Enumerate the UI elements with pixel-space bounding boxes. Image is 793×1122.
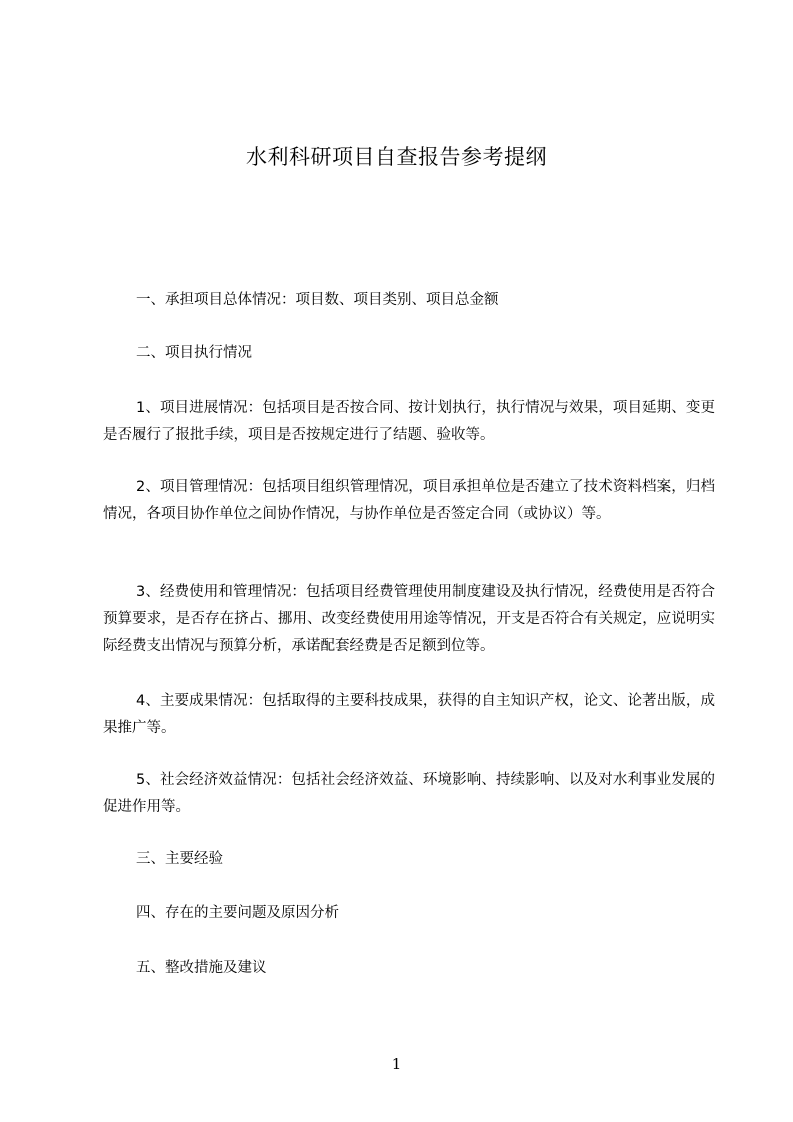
paragraph-progress: 1、项目进展情况：包括项目是否按合同、按计划执行，执行情况与效果，项目延期、变更是否履行了报批手续，项目是否按规定进行了结题、验收等。 xyxy=(103,400,715,443)
section-heading-overview: 一、承担项目总体情况：项目数、项目类别、项目总金额 xyxy=(136,292,499,308)
section-heading-experience: 三、主要经验 xyxy=(136,851,223,867)
document-title: 水利科研项目自查报告参考提纲 xyxy=(246,145,547,169)
paragraph-benefits: 5、社会经济效益情况：包括社会经济效益、环境影响、持续影响、以及对水利事业发展的促进作用等。 xyxy=(103,772,715,815)
paragraph-funding: 3、经费使用和管理情况：包括项目经费管理使用制度建设及执行情况，经费使用是否符合预算要求，是否存在挤占、挪用、改变经费使用用途等情况，开支是否符合有关规定，应说明实际经费支出情况与预算分析，承诺配套经费是否足额到位等。 xyxy=(103,584,715,654)
section-heading-execution: 二、项目执行情况 xyxy=(136,345,252,361)
paragraph-management: 2、项目管理情况：包括项目组织管理情况，项目承担单位是否建立了技术资料档案，归档情况，各项目协作单位之间协作情况，与协作单位是否签定合同（或协议）等。 xyxy=(103,479,715,522)
page-number: 1 xyxy=(391,1055,402,1073)
section-heading-measures: 五、整改措施及建议 xyxy=(136,960,267,976)
paragraph-achievements: 4、主要成果情况：包括取得的主要科技成果，获得的自主知识产权，论文、论著出版，成果推广等。 xyxy=(103,693,715,736)
section-heading-problems: 四、存在的主要问题及原因分析 xyxy=(136,905,339,921)
